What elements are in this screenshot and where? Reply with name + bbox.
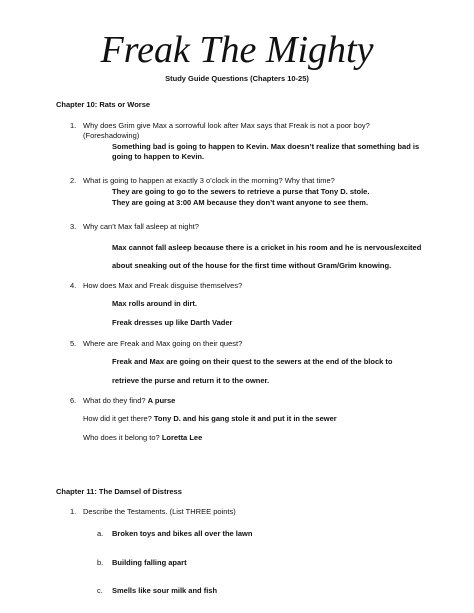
document-title: Freak The Mighty xyxy=(100,29,374,71)
answer-text: A purse xyxy=(147,396,176,405)
question-text: How did it get there? Tony D. and his gang stole it and put it in the sewer xyxy=(83,414,337,423)
point-text: Broken toys and bikes all over the lawn xyxy=(112,529,253,538)
answer-text: Tony D. and his gang stole it and put it in the sewer xyxy=(153,414,337,423)
question-number: 4. xyxy=(70,281,77,290)
question-number: 2. xyxy=(70,176,77,185)
answer-text: retrieve the purse and return it to the owner. xyxy=(112,376,270,385)
answer-text: Freak dresses up like Darth Vader xyxy=(112,318,233,327)
answer-text: They are going at 3:00 AM because they don’t want anyone to see them. xyxy=(112,198,369,207)
point-letter: c. xyxy=(97,586,103,595)
answer-text: going to happen to Kevin. xyxy=(112,152,205,161)
answer-text: Loretta Lee xyxy=(161,433,203,442)
question-number: 1. xyxy=(70,507,77,516)
question-number: 6. xyxy=(70,396,77,405)
chapter-10-heading: Chapter 10: Rats or Worse xyxy=(56,100,151,109)
point-text: Building falling apart xyxy=(112,558,187,567)
question-number: 3. xyxy=(70,222,77,231)
question-text: Who does it belong to? Loretta Lee xyxy=(83,433,203,442)
answer-text: Something bad is going to happen to Kevin. Max doesn’t realize that something bad is xyxy=(112,142,420,151)
question-text: How does Max and Freak disguise themselves? xyxy=(83,281,243,290)
question-text: Why can’t Max fall asleep at night? xyxy=(83,222,199,231)
chapter-11-heading: Chapter 11: The Damsel of Distress xyxy=(56,487,182,496)
question-number: 5. xyxy=(70,339,77,348)
answer-text: They are going to go to the sewers to retrieve a purse that Tony D. stole. xyxy=(112,187,370,196)
question-text: Why does Grim give Max a sorrowful look after Max says that Freak is not a poor boy? xyxy=(83,121,370,130)
answer-text: about sneaking out of the house for the first time without Gram/Grim knowing. xyxy=(112,261,392,270)
document-subtitle: Study Guide Questions (Chapters 10-25) xyxy=(165,74,309,83)
question-text: Describe the Testaments. (List THREE points) xyxy=(83,507,236,516)
question-text: What is going to happen at exactly 3 o’clock in the morning? Why that time? xyxy=(83,176,335,185)
answer-text: Max rolls around in dirt. xyxy=(112,299,198,308)
point-letter: b. xyxy=(97,558,104,567)
question-text: Where are Freak and Max going on their quest? xyxy=(83,339,243,348)
answer-text: Freak and Max are going on their quest to the sewers at the end of the block to xyxy=(112,357,393,366)
question-text: What do they find? A purse xyxy=(83,396,176,405)
question-number: 1. xyxy=(70,121,77,130)
question-text: (Foreshadowing) xyxy=(83,131,140,140)
point-text: Smells like sour milk and fish xyxy=(112,586,218,595)
point-letter: a. xyxy=(97,529,104,538)
answer-text: Max cannot fall asleep because there is a cricket in his room and he is nervous/excited xyxy=(112,243,422,252)
